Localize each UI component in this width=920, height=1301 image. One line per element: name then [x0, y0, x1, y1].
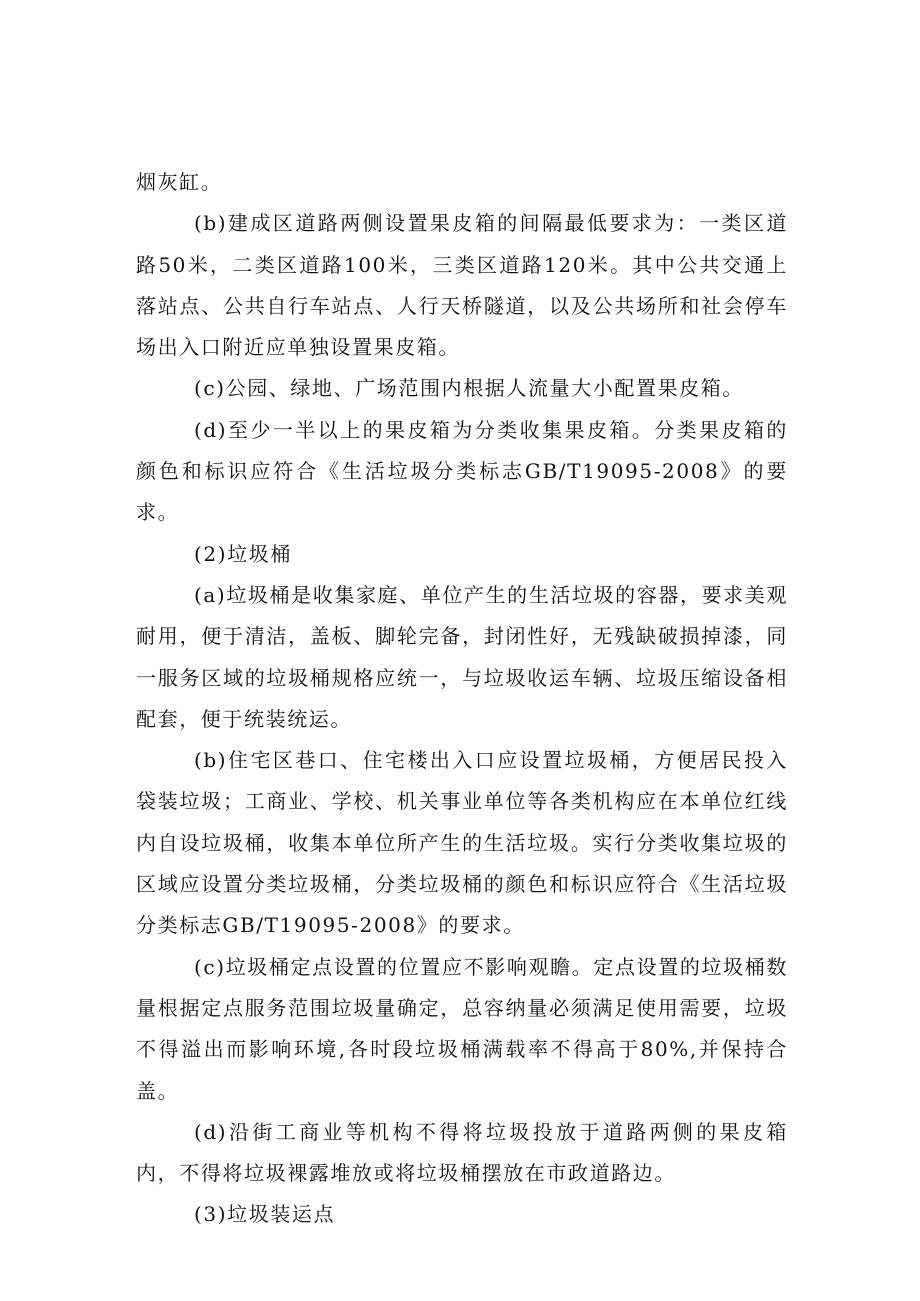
paragraph-continuation: 烟灰缸。 [136, 170, 223, 194]
paragraph-b-litter-bin-spacing: (b)建成区道路两侧设置果皮箱的间隔最低要求为：一类区道路50米，二类区道路100米，三类区道路120米。其中公共交通上落站点、公共自行车站点、人行天桥隧道，以及公共场所和社会停车场出入口附近应单独设置果皮箱。 [136, 211, 788, 360]
paragraph-c-parks: (c)公园、绿地、广场范围内根据人流量大小配置果皮箱。 [194, 376, 745, 401]
section-heading-loading-points: (3)垃圾装运点 [194, 1202, 336, 1227]
paragraph-d-street-businesses: (d)沿街工商业等机构不得将垃圾投放于道路两侧的果皮箱内，不得将垃圾裸露堆放或将垃圾桶摆放在市政道路边。 [136, 1119, 788, 1186]
paragraph-b-residential-areas: (b)住宅区巷口、住宅楼出入口应设置垃圾桶，方便居民投入袋装垃圾；工商业、学校、机关事业单位等各类机构应在本单位红线内自设垃圾桶，收集本单位所产生的生活垃圾。实行分类收集垃圾的区域应设置分类垃圾桶，分类垃圾桶的颜色和标识应符合《生活垃圾分类标志GB/T19095-2008》的要求。 [136, 748, 788, 938]
paragraph-c-fixed-placement: (c)垃圾桶定点设置的位置应不影响观瞻。定点设置的垃圾桶数量根据定点服务范围垃圾量确定，总容纳量必须满足使用需要，垃圾不得溢出而影响环境,各时段垃圾桶满载率不得高于80%,并保持合盖。 [136, 954, 788, 1103]
section-heading-trash-cans: (2)垃圾桶 [194, 541, 292, 566]
document-body [136, 162, 788, 1236]
paragraph-d-classified-bins: (d)至少一半以上的果皮箱为分类收集果皮箱。分类果皮箱的颜色和标识应符合《生活垃圾分类标志GB/T19095-2008》的要求。 [136, 417, 788, 525]
paragraph-a-trash-can-requirements: (a)垃圾桶是收集家庭、单位产生的生活垃圾的容器，要求美观耐用，便于清洁，盖板、脚轮完备，封闭性好，无残缺破损掉漆，同一服务区域的垃圾桶规格应统一，与垃圾收运车辆、垃圾压缩设备相配套，便于统装统运。 [136, 582, 788, 731]
